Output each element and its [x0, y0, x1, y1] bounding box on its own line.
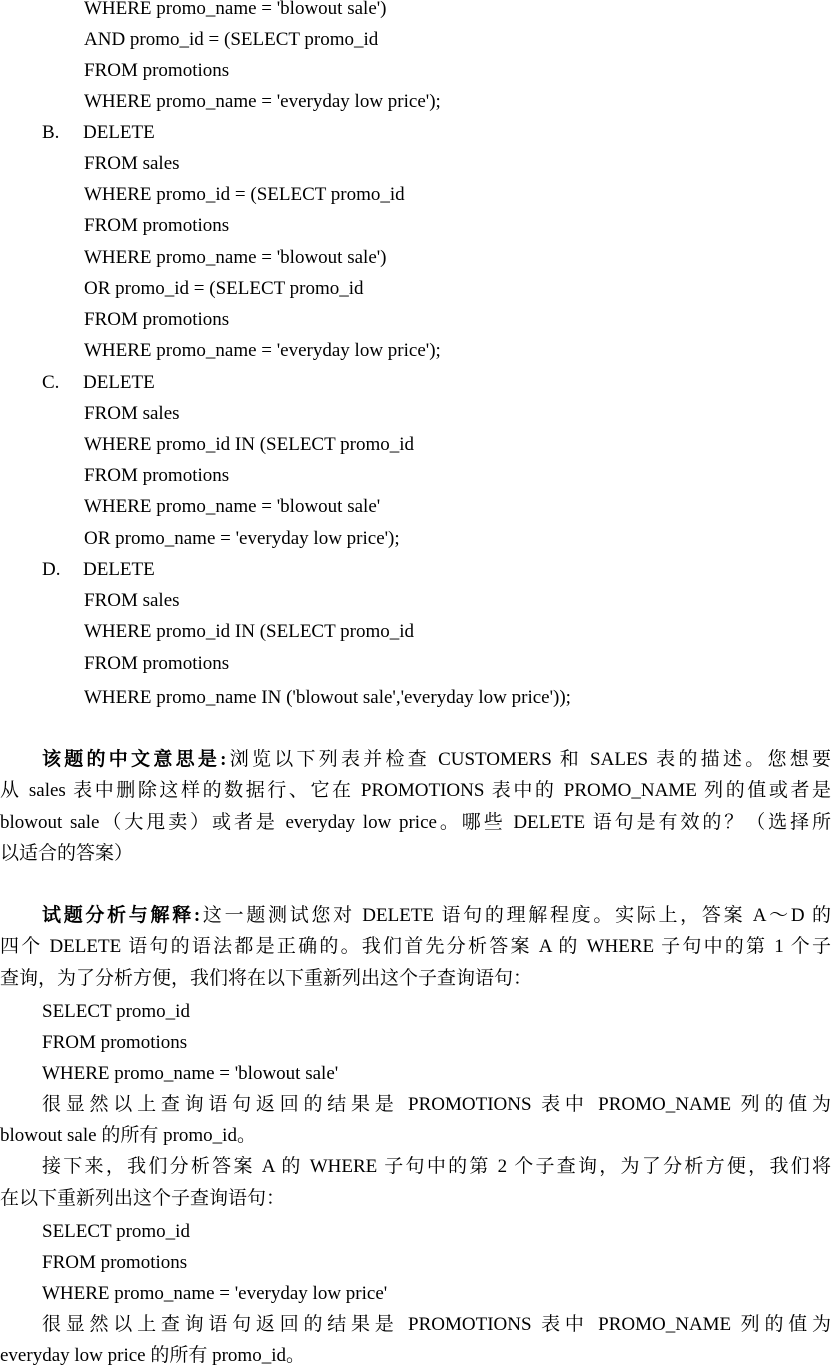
meaning-paragraph-line: 以适合的答案） [0, 843, 134, 864]
code-line: WHERE promo_name IN ('blowout sale','everyday low price')); [84, 687, 571, 708]
option-letter: C. [42, 372, 60, 393]
code-line: WHERE promo_name = 'blowout sale') [84, 0, 387, 19]
option-letter: B. [42, 122, 60, 143]
result-paragraph-line: 很显然以上查询语句返回的结果是 PROMOTIONS 表中 PROMO_NAME 列的值为 [42, 1094, 831, 1115]
code-line: WHERE promo_name = 'blowout sale') [84, 247, 387, 268]
code-line: WHERE promo_name = 'blowout sale' [84, 496, 381, 517]
option-b-header [42, 121, 155, 145]
meaning-paragraph-line: 从 sales 表中删除这样的数据行、它在 PROMOTIONS 表中的 PROMO_NAME 列的值或者是 [0, 780, 831, 801]
code-line: WHERE promo_name = 'everyday low price'); [84, 340, 441, 361]
code-line: FROM promotions [84, 215, 230, 236]
code-line: WHERE promo_id IN (SELECT promo_id [84, 621, 415, 642]
result-paragraph-line: blowout sale 的所有 promo_id。 [0, 1125, 256, 1146]
subquery-line: SELECT promo_id [42, 1221, 190, 1242]
option-keyword: DELETE [83, 122, 155, 143]
option-d-header [42, 558, 155, 582]
subquery-line: WHERE promo_name = 'everyday low price' [42, 1283, 388, 1304]
result-paragraph-line: everyday low price 的所有 promo_id。 [0, 1345, 305, 1366]
option-keyword: DELETE [83, 559, 155, 580]
code-line: FROM promotions [84, 309, 230, 330]
code-line: WHERE promo_id = (SELECT promo_id [84, 184, 405, 205]
code-line: AND promo_id = (SELECT promo_id [84, 29, 379, 50]
code-line: FROM promotions [84, 60, 230, 81]
meaning-heading: 该题的中文意思是: [42, 749, 227, 770]
next-paragraph-line: 在以下重新列出这个子查询语句： [0, 1188, 286, 1209]
subquery-line: WHERE promo_name = 'blowout sale' [42, 1063, 339, 1084]
analysis-paragraph-line: 查询，为了分析方便，我们将在以下重新列出这个子查询语句： [0, 968, 533, 989]
subquery-line: SELECT promo_id [42, 1001, 190, 1022]
option-keyword: DELETE [83, 372, 155, 393]
subquery-line: FROM promotions [42, 1032, 188, 1053]
code-line: WHERE promo_name = 'everyday low price'); [84, 91, 441, 112]
subquery-line: FROM promotions [42, 1252, 188, 1273]
code-line: FROM promotions [84, 465, 230, 486]
analysis-heading: 试题分析与解释: [42, 905, 201, 926]
option-letter: D. [42, 559, 61, 580]
next-paragraph-line: 接下来，我们分析答案 A 的 WHERE 子句中的第 2 个子查询，为了分析方便，我们将 [42, 1156, 831, 1177]
code-line: OR promo_name = 'everyday low price'); [84, 528, 400, 549]
code-line: FROM promotions [84, 653, 230, 674]
meaning-paragraph-line: blowout sale（大甩卖）或者是 everyday low price。哪些 DELETE 语句是有效的？（选择所 [0, 812, 831, 833]
analysis-paragraph-line: 四个 DELETE 语句的语法都是正确的。我们首先分析答案 A 的 WHERE 子句中的第 1 个子 [0, 936, 831, 957]
code-line: FROM sales [84, 403, 180, 424]
code-line: OR promo_id = (SELECT promo_id [84, 278, 364, 299]
meaning-paragraph-line [0, 748, 831, 772]
code-line: FROM sales [84, 590, 180, 611]
code-line: WHERE promo_id IN (SELECT promo_id [84, 434, 415, 455]
analysis-paragraph-line [0, 904, 831, 928]
analysis-text: 这一题测试您对 DELETE 语句的理解程度。实际上，答案 A～D 的 [200, 905, 831, 926]
code-line: FROM sales [84, 153, 180, 174]
result-paragraph-line: 很显然以上查询语句返回的结果是 PROMOTIONS 表中 PROMO_NAME 列的值为 [42, 1314, 831, 1335]
meaning-text: 浏览以下列表并检查 CUSTOMERS 和 SALES 表的描述。您想要 [226, 749, 831, 770]
option-c-header [42, 371, 155, 395]
